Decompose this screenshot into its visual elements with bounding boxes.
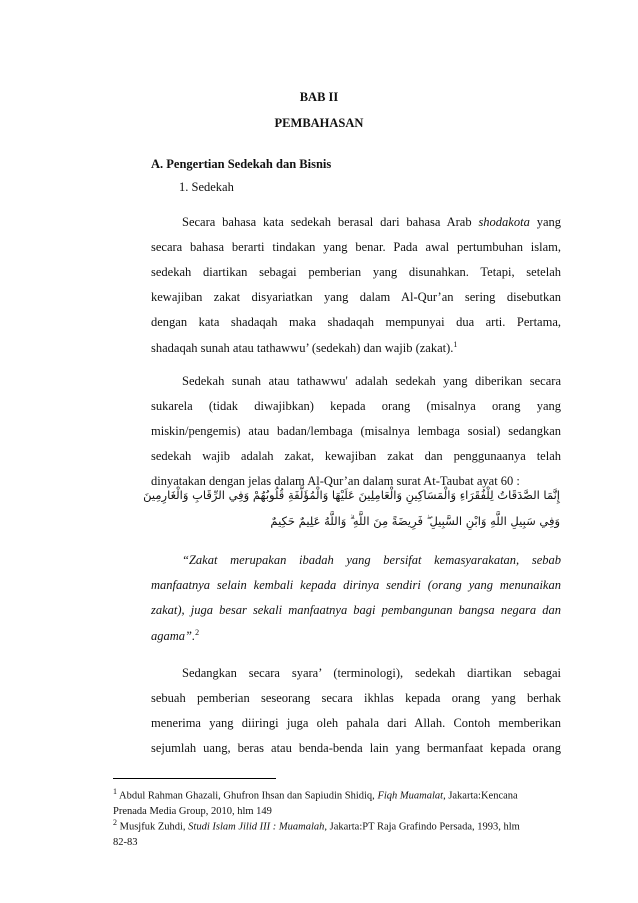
quote-line3: zakat), juga besar sekali manfaatnya bagi pembangunan bangsa negara dan [151, 603, 561, 617]
footnote-ref-1[interactable]: 1 [453, 340, 458, 349]
para2-line4: sedekah wajib adalah zakat, kewajiban zakat dan penggunaanya telah [151, 449, 561, 463]
chapter-title: PEMBAHASAN [274, 116, 364, 130]
arabic-verse-line2: وَفِي سَبِيلِ اللَّهِ وَابْنِ السَّبِيلِ ۖ فَرِيضَةً مِنَ اللَّهِ ۗ وَاللَّهُ عَلِيمٌ حَكِيمٌ [270, 514, 560, 528]
footnote-ref-2[interactable]: 2 [195, 628, 200, 637]
para1-line1: Secara bahasa kata sedekah berasal dari bahasa Arab shodakota yang [182, 215, 561, 229]
para3-line4: sejumlah uang, beras atau benda-benda lain yang bermanfaat kepada orang [151, 741, 561, 755]
para3-line1: Sedangkan secara syara’ (terminologi), sedekah diartikan sebagai [182, 666, 561, 680]
para1-line6: shadaqah sunah atau tathawwu’ (sedekah) dan wajib (zakat).$^1$ [151, 340, 458, 356]
chapter-number: BAB II [299, 90, 339, 104]
para3-line3: menerima yang diiringi juga oleh pahala dari Allah. Contoh memberikan [151, 716, 561, 730]
para1-line3: sedekah diartikan sebagai pemberian yang disunahkan. Tetapi, setelah [151, 265, 561, 279]
footnote-2: $^2$ Musjfuk Zuhdi, Studi Islam Jilid III : Muamalah, Jakarta:PT Raja Grafindo Persada, 1993, hlm 82-83 [113, 818, 520, 848]
para2-line2: sukarela (tidak diwajibkan) kepada orang (misalnya orang yang [151, 399, 561, 413]
para2-line3: miskin/pengemis) atau badan/lembaga (misalnya lembaga sosial) sedangkan [151, 424, 561, 438]
quote-line1: “Zakat merupakan ibadah yang bersifat kemasyarakatan, sebab [182, 553, 561, 567]
quote-line2: manfaatnya selain kembali kepada dirinya sendiri (orang yang menunaikan [151, 578, 561, 592]
para3-line2: sebuah pemberian seseorang secara ikhlas kepada orang yang berhak [151, 691, 561, 705]
section-heading: A. Pengertian Sedekah dan Bisnis [151, 157, 332, 171]
subsection-heading: 1. Sedekah [179, 180, 234, 194]
para1-line5: dengan kata shadaqah maka shadaqah mempunyai dua arti. Pertama, [151, 315, 561, 329]
para2-line5: dinyatakan dengan jelas dalam Al-Qur’an dalam surat At-Taubat ayat 60 : [151, 474, 520, 488]
para1-line4: kewajiban zakat disyariatkan yang dalam Al-Qur’an sering disebutkan [151, 290, 561, 304]
term-shodakota: shodakota [478, 215, 530, 229]
para1-line2: secara bahasa berarti tindakan yang benar. Pada awal pertumbuhan islam, [151, 240, 561, 254]
arabic-verse-line1: إِنَّمَا الصَّدَقَاتُ لِلْفُقَرَاءِ وَالْمَسَاكِينِ وَالْعَامِلِينَ عَلَيْهَا وَالْمُؤَلَّفَةِ قُلُوبُهُمْ وَفِي الرِّقَابِ وَالْغَارِمِينَ [143, 488, 560, 502]
footnote-1: $^1$ Abdul Rahman Ghazali, Ghufron Ihsan dan Sapiudin Shidiq, Fiqh Muamalat, Jakarta:Kencana Prenada Media Group, 2010, hlm 149 [113, 787, 518, 817]
quote-line4: agama”.$^2$ [151, 628, 200, 644]
footnote-divider [113, 778, 276, 779]
para2-line1: Sedekah sunah atau tathawwu' adalah sedekah yang diberikan secara [182, 374, 561, 388]
